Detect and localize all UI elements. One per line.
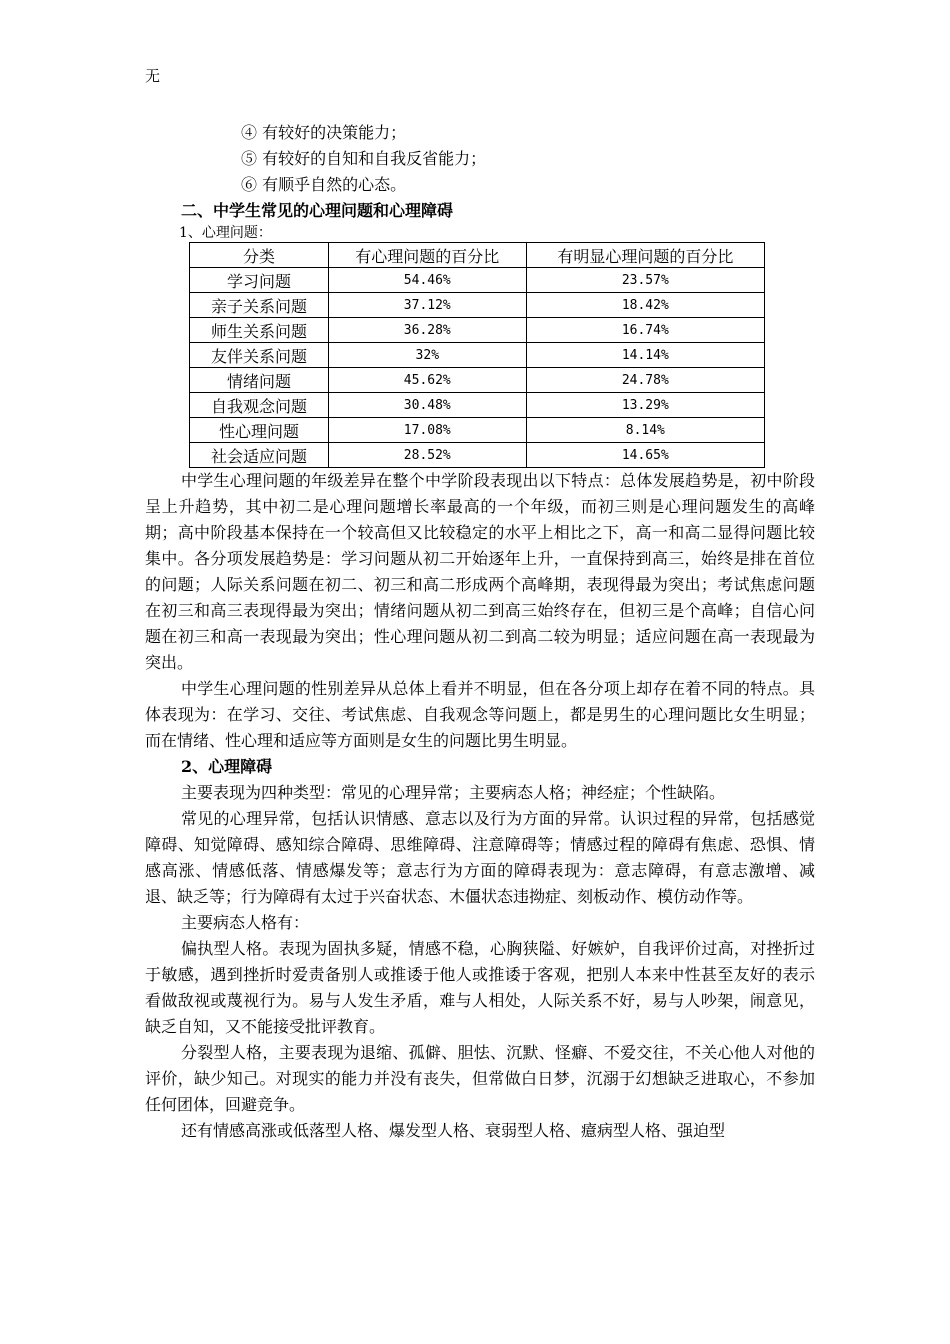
cell-percent-obvious: 14.14% <box>526 343 764 368</box>
paragraph-other-personalities: 还有情感高涨或低落型人格、爆发型人格、衰弱型人格、癔病型人格、强迫型 <box>181 1121 726 1140</box>
cell-category: 情绪问题 <box>190 368 329 393</box>
subsection-psych-problems: 1、心理问题： <box>179 225 272 241</box>
header-percent-problem: 有心理问题的百分比 <box>328 243 526 268</box>
table-row <box>190 368 765 393</box>
paragraph-schizoid-personality: 分裂型人格，主要表现为退缩、孤僻、胆怯、沉默、怪癖、不爱交往，不关心他人对他的评价，缺少知己。对现实的能力并没有丧失，但常做白日梦，沉溺于幻想缺乏进取心，不参加任何团体，回避竞争。 <box>145 1043 815 1114</box>
page-header: 无 <box>145 67 161 85</box>
subsection-psych-disorders: 2、心理障碍 <box>181 757 273 776</box>
cell-percent: 28.52% <box>328 443 526 468</box>
cell-percent: 32% <box>328 343 526 368</box>
table-row <box>190 268 765 293</box>
table-row <box>190 343 765 368</box>
table-header-row <box>190 243 765 268</box>
cell-category: 社会适应问题 <box>190 443 329 468</box>
cell-percent-obvious: 23.57% <box>526 268 764 293</box>
header-category: 分类 <box>190 243 329 268</box>
cell-percent: 17.08% <box>328 418 526 443</box>
cell-percent: 36.28% <box>328 318 526 343</box>
cell-category: 性心理问题 <box>190 418 329 443</box>
list-item-4: ④ 有较好的决策能力； <box>241 123 407 142</box>
header-percent-obvious: 有明显心理问题的百分比 <box>526 243 764 268</box>
cell-category: 自我观念问题 <box>190 393 329 418</box>
cell-category: 友伴关系问题 <box>190 343 329 368</box>
list-item-5: ⑤ 有较好的自知和自我反省能力； <box>241 149 487 168</box>
table-row <box>190 418 765 443</box>
paragraph-four-types: 主要表现为四种类型：常见的心理异常；主要病态人格；神经症；个性缺陷。 <box>181 783 726 802</box>
cell-percent: 45.62% <box>328 368 526 393</box>
cell-percent: 54.46% <box>328 268 526 293</box>
cell-category: 亲子关系问题 <box>190 293 329 318</box>
document-body <box>145 120 815 1144</box>
paragraph-gender-differences: 中学生心理问题的性别差异从总体上看并不明显，但在各分项上却存在着不同的特点。具体表现为：在学习、交往、考试焦虑、自我观念等问题上，都是男生的心理问题比女生明显；而在情绪、性心理和适应等方面则是女生的问题比男生明显。 <box>145 679 815 750</box>
cell-percent: 37.12% <box>328 293 526 318</box>
paragraph-grade-differences: 中学生心理问题的年级差异在整个中学阶段表现出以下特点：总体发展趋势是，初中阶段呈上升趋势，其中初二是心理问题增长率最高的一个年级，而初三则是心理问题发生的高峰期；高中阶段基本保持在一个较高但又比较稳定的水平上相比之下，高一和高二显得问题比较集中。各分项发展趋势是：学习问题从初二开始逐年上升，一直保持到高三，始终是排在首位的问题；人际关系问题在初二、初三和高二形成两个高峰期，表现得最为突出；考试焦虑问题在初三和高三表现得最为突出；情绪问题从初二到高三始终存在，但初三是个高峰；自信心问题在初三和高一表现最为突出；性心理问题从初二到高二较为明显；适应问题在高一表现最为突出。 <box>145 471 815 672</box>
cell-percent-obvious: 24.78% <box>526 368 764 393</box>
section-title: 二、中学生常见的心理问题和心理障碍 <box>181 201 454 220</box>
cell-percent-obvious: 18.42% <box>526 293 764 318</box>
list-item-6: ⑥ 有顺乎自然的心态。 <box>241 175 407 194</box>
table-row <box>190 318 765 343</box>
cell-percent-obvious: 13.29% <box>526 393 764 418</box>
table-row <box>190 293 765 318</box>
table-row <box>190 393 765 418</box>
paragraph-common-abnormalities: 常见的心理异常，包括认识情感、意志以及行为方面的异常。认识过程的异常，包括感觉障碍、知觉障碍、感知综合障碍、思维障碍、注意障碍等；情感过程的障碍有焦虑、恐惧、情感高涨、情感低落、情感爆发等；意志行为方面的障碍表现为：意志障碍，有意志激增、减退、缺乏等；行为障碍有太过于兴奋状态、木僵状态违拗症、刻板动作、模仿动作等。 <box>145 809 815 906</box>
paragraph-pathological-intro: 主要病态人格有： <box>181 913 310 932</box>
cell-percent-obvious: 8.14% <box>526 418 764 443</box>
cell-percent-obvious: 14.65% <box>526 443 764 468</box>
table-row <box>190 443 765 468</box>
cell-percent: 30.48% <box>328 393 526 418</box>
cell-category: 师生关系问题 <box>190 318 329 343</box>
paragraph-paranoid-personality: 偏执型人格。表现为固执多疑，情感不稳，心胸狭隘、好嫉妒，自我评价过高，对挫折过于敏感，遇到挫折时爱责备别人或推诿于他人或推诿于客观，把别人本来中性甚至友好的表示看做敌视或蔑视行为。易与人发生矛盾，难与人相处，人际关系不好，易与人吵架，闹意见，缺乏自知，又不能接受批评教育。 <box>145 939 815 1036</box>
psych-problems-table <box>189 242 765 468</box>
cell-category: 学习问题 <box>190 268 329 293</box>
cell-percent-obvious: 16.74% <box>526 318 764 343</box>
